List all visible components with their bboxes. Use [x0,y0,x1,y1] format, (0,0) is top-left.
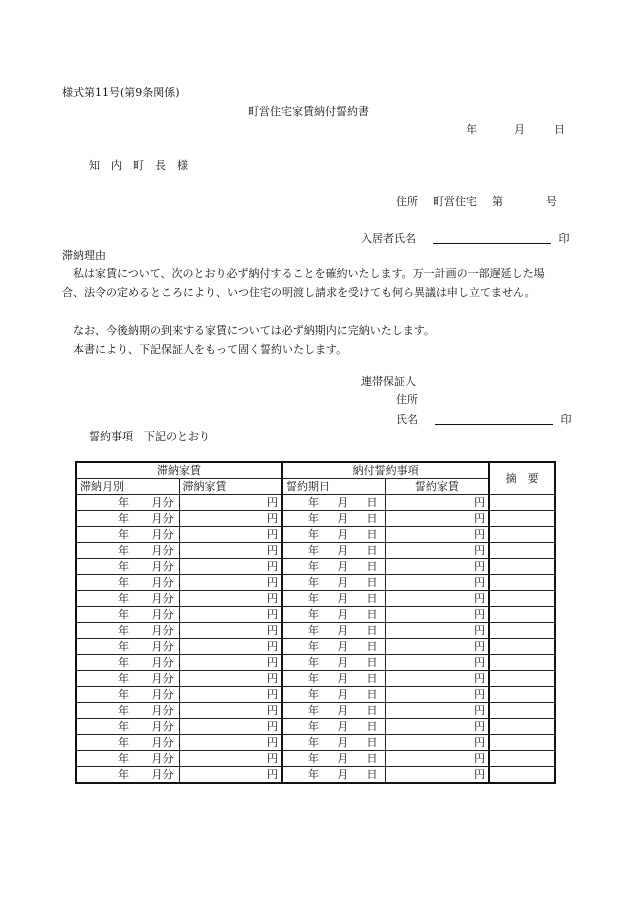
cell-remarks[interactable] [489,623,555,639]
cell-yen: 円 [267,640,279,653]
cell-arrears-amount[interactable] [179,687,282,703]
cell-remarks[interactable] [489,511,555,527]
cell-date-month: 月 [337,704,349,717]
cell-pledge-date[interactable] [282,575,385,591]
cell-arrears-amount[interactable] [179,655,282,671]
table-row [76,751,555,767]
cell-pledge-yen: 円 [474,720,486,733]
residence-suffix: 号 [546,195,557,208]
cell-date-day: 日 [366,672,378,685]
cell-remarks[interactable] [489,527,555,543]
cell-remarks[interactable] [489,639,555,655]
cell-date-month: 月 [337,720,349,733]
cell-arrears-month[interactable] [76,703,179,719]
cell-arrears-month[interactable] [76,495,179,511]
cell-pledge-yen: 円 [474,752,486,765]
cell-arrears-amount[interactable] [179,623,282,639]
cell-arrears-amount[interactable] [179,767,282,784]
cell-date-day: 日 [366,752,378,765]
cell-date-year: 年 [308,528,320,541]
cell-arrears-amount[interactable] [179,559,282,575]
cell-remarks[interactable] [489,751,555,767]
cell-date-year: 年 [308,672,320,685]
table-row [76,495,555,511]
cell-pledge-date[interactable] [282,687,385,703]
residence-label: 住所 [396,195,418,208]
cell-date-day: 日 [366,560,378,573]
cell-pledge-date[interactable] [282,751,385,767]
date-line [466,124,565,135]
cell-date-month: 月 [337,528,349,541]
cell-pledge-amount[interactable] [385,655,489,671]
cell-year: 年 [118,736,129,749]
cell-date-month: 月 [337,768,349,781]
cell-month-part: 月分 [151,704,174,717]
cell-date-month: 月 [337,672,349,685]
cell-date-year: 年 [308,640,320,653]
table-row [76,623,555,639]
cell-date-month: 月 [337,608,349,621]
cell-arrears-month[interactable] [76,639,179,655]
cell-remarks[interactable] [489,543,555,559]
cell-pledge-amount[interactable] [385,575,489,591]
cell-month-part: 月分 [151,640,174,653]
cell-month-part: 月分 [151,768,174,781]
cell-year: 年 [118,688,129,701]
guarantor-name-field[interactable] [435,412,553,425]
cell-pledge-date[interactable] [282,719,385,735]
resident-name-field[interactable] [433,231,551,244]
cell-arrears-month[interactable] [76,767,179,784]
cell-month-part: 月分 [151,672,174,685]
cell-date-day: 日 [366,656,378,669]
cell-pledge-amount[interactable] [385,591,489,607]
cell-pledge-yen: 円 [474,640,486,653]
cell-pledge-amount[interactable] [385,687,489,703]
cell-date-month: 月 [337,736,349,749]
cell-remarks[interactable] [489,767,555,784]
cell-date-day: 日 [366,720,378,733]
cell-yen: 円 [267,736,279,749]
cell-date-month: 月 [337,512,349,525]
residence-value: 町営住宅 [433,195,477,208]
table-row [76,559,555,575]
cell-year: 年 [118,592,129,605]
guarantor-title: 連帯保証人 [361,375,416,388]
cell-arrears-amount[interactable] [179,527,282,543]
cell-date-month: 月 [337,752,349,765]
cell-date-month: 月 [337,624,349,637]
cell-yen: 円 [267,704,279,717]
cell-month-part: 月分 [151,528,174,541]
addressee: 知 内 町 長 様 [89,159,188,172]
table-row [76,767,555,784]
cell-pledge-date[interactable] [282,495,385,511]
paragraph-2: なお、今後納期の到来する家賃については必ず納期内に完納いたします。 [62,324,435,337]
guarantor-address-label: 住所 [396,393,418,406]
cell-arrears-month[interactable] [76,575,179,591]
cell-pledge-yen: 円 [474,672,486,685]
cell-pledge-amount[interactable] [385,543,489,559]
cell-date-day: 日 [366,624,378,637]
cell-remarks[interactable] [489,687,555,703]
cell-year: 年 [118,672,129,685]
cell-date-year: 年 [308,560,320,573]
cell-date-month: 月 [337,656,349,669]
cell-yen: 円 [267,512,279,525]
header-pledge-amount: 誓約家賃 [385,479,489,495]
cell-pledge-date[interactable] [282,671,385,687]
table-row [76,607,555,623]
cell-arrears-month[interactable] [76,719,179,735]
cell-pledge-date[interactable] [282,607,385,623]
cell-pledge-yen: 円 [474,624,486,637]
cell-year: 年 [118,576,129,589]
cell-date-month: 月 [337,560,349,573]
cell-month-part: 月分 [151,608,174,621]
cell-month-part: 月分 [151,512,174,525]
cell-date-year: 年 [308,576,320,589]
cell-pledge-date[interactable] [282,543,385,559]
date-day: 日 [554,123,565,136]
table-row [76,591,555,607]
cell-pledge-amount[interactable] [385,639,489,655]
cell-pledge-amount[interactable] [385,511,489,527]
cell-arrears-month[interactable] [76,543,179,559]
cell-pledge-yen: 円 [474,656,486,669]
cell-yen: 円 [267,608,279,621]
cell-arrears-amount[interactable] [179,719,282,735]
cell-pledge-amount[interactable] [385,703,489,719]
cell-pledge-yen: 円 [474,768,486,781]
cell-arrears-amount[interactable] [179,495,282,511]
cell-month-part: 月分 [151,688,174,701]
cell-date-day: 日 [366,592,378,605]
cell-pledge-yen: 円 [474,704,486,717]
cell-month-part: 月分 [151,544,174,557]
cell-pledge-date[interactable] [282,639,385,655]
paragraph-3: 本書により、下記保証人をもって固く誓約いたします。 [62,343,348,356]
guarantor-name-label: 氏名 [396,413,418,426]
cell-arrears-month[interactable] [76,671,179,687]
date-month: 月 [514,123,525,136]
cell-date-month: 月 [337,496,349,509]
cell-arrears-month[interactable] [76,687,179,703]
cell-pledge-amount[interactable] [385,719,489,735]
cell-remarks[interactable] [489,655,555,671]
cell-arrears-amount[interactable] [179,575,282,591]
cell-yen: 円 [267,528,279,541]
cell-year: 年 [118,512,129,525]
header-pledge-group: 納付誓約事項 [282,462,489,479]
table-row [76,511,555,527]
cell-year: 年 [118,704,129,717]
cell-remarks[interactable] [489,735,555,751]
cell-arrears-month[interactable] [76,591,179,607]
header-remarks: 摘 要 [489,462,555,495]
cell-remarks[interactable] [489,671,555,687]
cell-arrears-amount[interactable] [179,639,282,655]
cell-date-day: 日 [366,512,378,525]
cell-pledge-yen: 円 [474,608,486,621]
guarantor-seal-mark: 印 [560,413,572,426]
cell-pledge-date[interactable] [282,527,385,543]
table-row [76,703,555,719]
cell-year: 年 [118,768,129,781]
cell-month-part: 月分 [151,656,174,669]
cell-year: 年 [118,640,129,653]
cell-remarks[interactable] [489,703,555,719]
table-row [76,527,555,543]
cell-year: 年 [118,624,129,637]
cell-date-month: 月 [337,544,349,557]
cell-yen: 円 [267,768,279,781]
cell-arrears-month[interactable] [76,607,179,623]
cell-pledge-date[interactable] [282,703,385,719]
cell-pledge-yen: 円 [474,592,486,605]
cell-date-year: 年 [308,768,320,781]
cell-pledge-amount[interactable] [385,623,489,639]
cell-pledge-date[interactable] [282,735,385,751]
cell-yen: 円 [267,576,279,589]
guarantor-name-line [396,412,572,425]
cell-date-month: 月 [337,688,349,701]
cell-month-part: 月分 [151,560,174,573]
residence-no: 第 [492,195,503,208]
cell-year: 年 [118,528,129,541]
table-row [76,687,555,703]
cell-month-part: 月分 [151,752,174,765]
cell-date-day: 日 [366,544,378,557]
cell-month-part: 月分 [151,496,174,509]
pledge-table [75,461,556,784]
resident-name-line [361,231,570,244]
cell-arrears-amount[interactable] [179,703,282,719]
cell-arrears-month[interactable] [76,559,179,575]
cell-arrears-amount[interactable] [179,543,282,559]
cell-arrears-amount[interactable] [179,591,282,607]
cell-arrears-month[interactable] [76,751,179,767]
cell-pledge-date[interactable] [282,591,385,607]
cell-pledge-amount[interactable] [385,751,489,767]
cell-yen: 円 [267,496,279,509]
cell-date-day: 日 [366,704,378,717]
cell-yen: 円 [267,720,279,733]
table-row [76,575,555,591]
cell-yen: 円 [267,688,279,701]
cell-arrears-month[interactable] [76,511,179,527]
cell-pledge-yen: 円 [474,736,486,749]
cell-month-part: 月分 [151,576,174,589]
table-row [76,639,555,655]
cell-pledge-yen: 円 [474,528,486,541]
cell-date-year: 年 [308,544,320,557]
cell-arrears-month[interactable] [76,735,179,751]
cell-date-month: 月 [337,576,349,589]
cell-remarks[interactable] [489,719,555,735]
cell-pledge-amount[interactable] [385,671,489,687]
seal-mark: 印 [558,232,570,245]
cell-year: 年 [118,496,129,509]
cell-yen: 円 [267,560,279,573]
header-pledge-date: 誓約期日 [282,479,385,495]
cell-date-year: 年 [308,624,320,637]
cell-yen: 円 [267,592,279,605]
page-title: 町営住宅家賃納付誓約書 [248,105,369,118]
cell-year: 年 [118,656,129,669]
reason-label: 滞納理由 [62,249,106,262]
header-arrears-amount: 滞納家賃 [179,479,282,495]
cell-date-year: 年 [308,608,320,621]
date-year: 年 [466,123,477,136]
cell-pledge-date[interactable] [282,655,385,671]
cell-month-part: 月分 [151,624,174,637]
cell-pledge-yen: 円 [474,496,486,509]
cell-yen: 円 [267,544,279,557]
cell-pledge-yen: 円 [474,576,486,589]
cell-year: 年 [118,560,129,573]
cell-year: 年 [118,720,129,733]
resident-name-label: 入居者氏名 [361,232,416,245]
cell-arrears-amount[interactable] [179,735,282,751]
cell-year: 年 [118,752,129,765]
cell-remarks[interactable] [489,607,555,623]
cell-pledge-yen: 円 [474,512,486,525]
cell-pledge-amount[interactable] [385,527,489,543]
paragraph-1: 私は家賃について、次のとおり必ず納付することを確約いたします。万一計画の一部遅延した場合、法令の定めるところにより、いつ住宅の明渡し請求を受けても何ら異議は申し立てません。 [62,267,545,299]
cell-yen: 円 [267,656,279,669]
cell-date-day: 日 [366,688,378,701]
table-row [76,655,555,671]
cell-pledge-date[interactable] [282,559,385,575]
cell-date-day: 日 [366,736,378,749]
cell-pledge-amount[interactable] [385,559,489,575]
cell-arrears-month[interactable] [76,623,179,639]
table-row [76,671,555,687]
cell-month-part: 月分 [151,720,174,733]
cell-yen: 円 [267,624,279,637]
cell-pledge-yen: 円 [474,560,486,573]
cell-arrears-month[interactable] [76,655,179,671]
cell-month-part: 月分 [151,592,174,605]
cell-date-year: 年 [308,656,320,669]
cell-date-year: 年 [308,736,320,749]
cell-date-day: 日 [366,608,378,621]
pledge-items-label: 誓約事項 下記のとおり [89,430,210,443]
cell-pledge-date[interactable] [282,767,385,784]
cell-month-part: 月分 [151,736,174,749]
cell-date-day: 日 [366,496,378,509]
cell-date-day: 日 [366,528,378,541]
cell-pledge-yen: 円 [474,688,486,701]
cell-date-year: 年 [308,688,320,701]
cell-remarks[interactable] [489,575,555,591]
cell-date-year: 年 [308,496,320,509]
header-arrears-group: 滞納家賃 [76,462,282,479]
cell-date-year: 年 [308,512,320,525]
cell-arrears-amount[interactable] [179,511,282,527]
cell-arrears-month[interactable] [76,527,179,543]
cell-year: 年 [118,544,129,557]
cell-remarks[interactable] [489,591,555,607]
cell-pledge-amount[interactable] [385,495,489,511]
table-row [76,735,555,751]
cell-remarks[interactable] [489,495,555,511]
cell-yen: 円 [267,752,279,765]
cell-arrears-amount[interactable] [179,671,282,687]
residence-line [396,196,557,207]
cell-date-year: 年 [308,592,320,605]
cell-pledge-yen: 円 [474,544,486,557]
form-number: 様式第11号(第9条関係) [62,86,180,99]
cell-pledge-amount[interactable] [385,607,489,623]
cell-date-month: 月 [337,640,349,653]
cell-date-year: 年 [308,752,320,765]
cell-pledge-amount[interactable] [385,735,489,751]
cell-date-day: 日 [366,640,378,653]
table-row [76,543,555,559]
cell-pledge-amount[interactable] [385,767,489,784]
cell-pledge-date[interactable] [282,511,385,527]
cell-yen: 円 [267,672,279,685]
cell-arrears-amount[interactable] [179,751,282,767]
cell-pledge-date[interactable] [282,623,385,639]
cell-date-day: 日 [366,768,378,781]
cell-date-month: 月 [337,592,349,605]
cell-arrears-amount[interactable] [179,607,282,623]
table-row [76,719,555,735]
cell-year: 年 [118,608,129,621]
cell-remarks[interactable] [489,559,555,575]
header-arrears-month: 滞納月別 [76,479,179,495]
cell-date-year: 年 [308,720,320,733]
cell-date-year: 年 [308,704,320,717]
cell-date-day: 日 [366,576,378,589]
